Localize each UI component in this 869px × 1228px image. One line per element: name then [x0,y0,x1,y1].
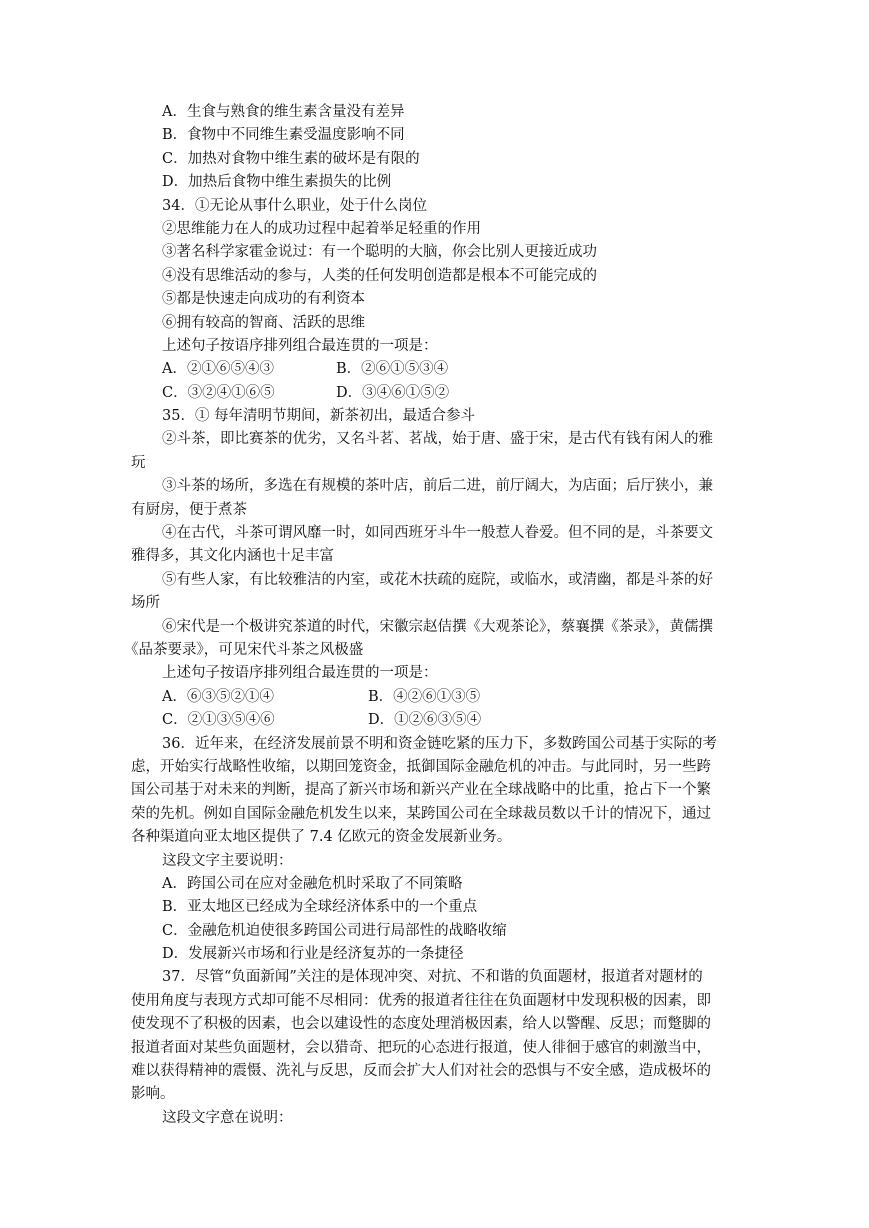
q37-paragraph-line-1: 37．尽管“负面新闻”关注的是体现冲突、对抗、不和谐的负面题材，报道者对题材的 [162,969,703,986]
q34-option-c: C．③②④①⑥⑤ [162,384,275,401]
q34-item-5: ⑤都是快速走向成功的有利资本 [162,291,365,308]
q37-paragraph-line-5: 难以获得精神的震慑、洗礼与反思，反而会扩大人们对社会的恐惧与不安全感，造成极坏的 [131,1063,711,1080]
q35-option-c: C．②①③⑤④⑥ [162,712,275,729]
document-body [0,101,869,1130]
q36-option-b: B．亚太地区已经成为全球经济体系中的一个重点 [162,899,478,916]
q34-option-a: A．②①⑥⑤④③ [162,361,274,378]
q35-item-5-line-1: ⑤有些人家，有比较雅洁的内室，或花木扶疏的庭院，或临水，或清幽，都是斗茶的好 [162,571,713,588]
q37-prompt: 这段文字意在说明： [162,1109,293,1126]
q36-paragraph-line-2: 虑，开始实行战略性收缩，以期回笼资金，抵御国际金融危机的冲击。与此同时，另一些跨 [131,758,711,775]
q36-prompt: 这段文字主要说明： [162,852,293,869]
q35-item-3-line-2: 有厨房，便于煮茶 [131,501,247,518]
q34-prompt: 上述句子按语序排列组合最连贯的一项是： [162,337,438,354]
q36-paragraph-line-3: 国公司基于对未来的判断，提高了新兴市场和新兴产业在全球战略中的比重，抢占下一个繁 [131,782,711,799]
q36-option-c: C．金融危机迫使很多跨国公司进行局部性的战略收缩 [162,922,507,939]
q36-paragraph-line-1: 36．近年来，在经济发展前景不明和资金链吃紧的压力下，多数跨国公司基于实际的考 [162,735,717,752]
q37-paragraph-line-3: 使发现不了积极的因素，也会以建设性的态度处理消极因素，给人以警醒、反思；而蹩脚的 [131,1016,711,1033]
q37-paragraph-line-6: 影响。 [131,1086,175,1103]
q34-options-row-1 [0,358,869,381]
q35-item-2-line-2: 玩 [131,454,146,471]
q33-option-a: A．生食与熟食的维生素含量没有差异 [162,104,405,120]
q34-item-2: ②思维能力在人的成功过程中起着举足轻重的作用 [162,220,481,237]
q34-item-3: ③著名科学家霍金说过：有一个聪明的大脑，你会比别人更接近成功 [162,244,597,261]
q35-item-2-line-1: ②斗茶，即比赛茶的优劣，又名斗茗、茗战，始于唐、盛于宋，是古代有钱有闲人的雅 [162,431,713,448]
q35-item-6-line-1: ⑥宋代是一个极讲究茶道的时代，宋徽宗赵佶撰《大观茶论》，蔡襄撰《茶录》，黄儒撰 [162,618,713,635]
q34-item-1: 34．①无论从事什么职业，处于什么岗位 [162,197,427,214]
q33-option-b: B．食物中不同维生素受温度影响不同 [162,127,405,144]
q34-options-row-2 [0,382,869,405]
q34-option-d: D．③④⑥①⑤② [336,384,450,401]
q36-option-d: D．发展新兴市场和行业是经济复苏的一条捷径 [162,946,464,963]
q35-option-d: D．①②⑥③⑤④ [368,712,482,729]
q35-item-5-line-2: 场所 [131,595,160,612]
q35-item-4-line-1: ④在古代，斗茶可谓风靡一时，如同西班牙斗牛一般惹人眷爱。但不同的是，斗茶要文 [162,525,713,542]
q33-option-c: C．加热对食物中维生素的破坏是有限的 [162,150,420,167]
q36-paragraph-line-5: 各种渠道向亚太地区提供了 7.4 亿欧元的资金发展新业务。 [131,829,512,846]
q36-option-a: A．跨国公司在应对金融危机时采取了不同策略 [162,875,463,892]
q35-option-b: B．④②⑥①③⑤ [368,688,481,705]
q37-paragraph-line-4: 报道者面对某些负面题材，会以猎奇、把玩的心态进行报道，使人徘徊于感官的刺激当中， [131,1039,711,1056]
q35-options-row-2 [0,709,869,732]
q36-paragraph-line-4: 荣的先机。例如自国际金融危机发生以来，某跨国公司在全球裁员数以千计的情况下，通过 [131,805,711,822]
q35-option-a: A．⑥③⑤②①④ [162,688,274,705]
q35-prompt: 上述句子按语序排列组合最连贯的一项是： [162,665,438,682]
q34-option-b: B．②⑥①⑤③④ [336,361,449,378]
q35-item-3-line-1: ③斗茶的场所，多选在有规模的茶叶店，前后二进，前厅阔大，为店面；后厅狭小，兼 [162,478,713,495]
q35-item-6-line-2: 《品茶要录》，可见宋代斗茶之风极盛 [124,641,364,658]
q33-option-d: D．加热后食物中维生素损失的比例 [162,174,392,191]
q34-item-6: ⑥拥有较高的智商、活跃的思维 [162,314,365,331]
q37-paragraph-line-2: 使用角度与表现方式却可能不尽相同：优秀的报道者往往在负面题材中发现积极的因素，即 [131,992,711,1009]
q34-item-4: ④没有思维活动的参与，人类的任何发明创造都是根本不可能完成的 [162,267,597,284]
q35-item-4-line-2: 雅得多，其文化内涵也十足丰富 [131,548,334,565]
q35-item-1: 35．① 每年清明节期间，新茶初出，最适合参斗 [162,408,476,425]
q35-options-row-1 [0,686,869,709]
